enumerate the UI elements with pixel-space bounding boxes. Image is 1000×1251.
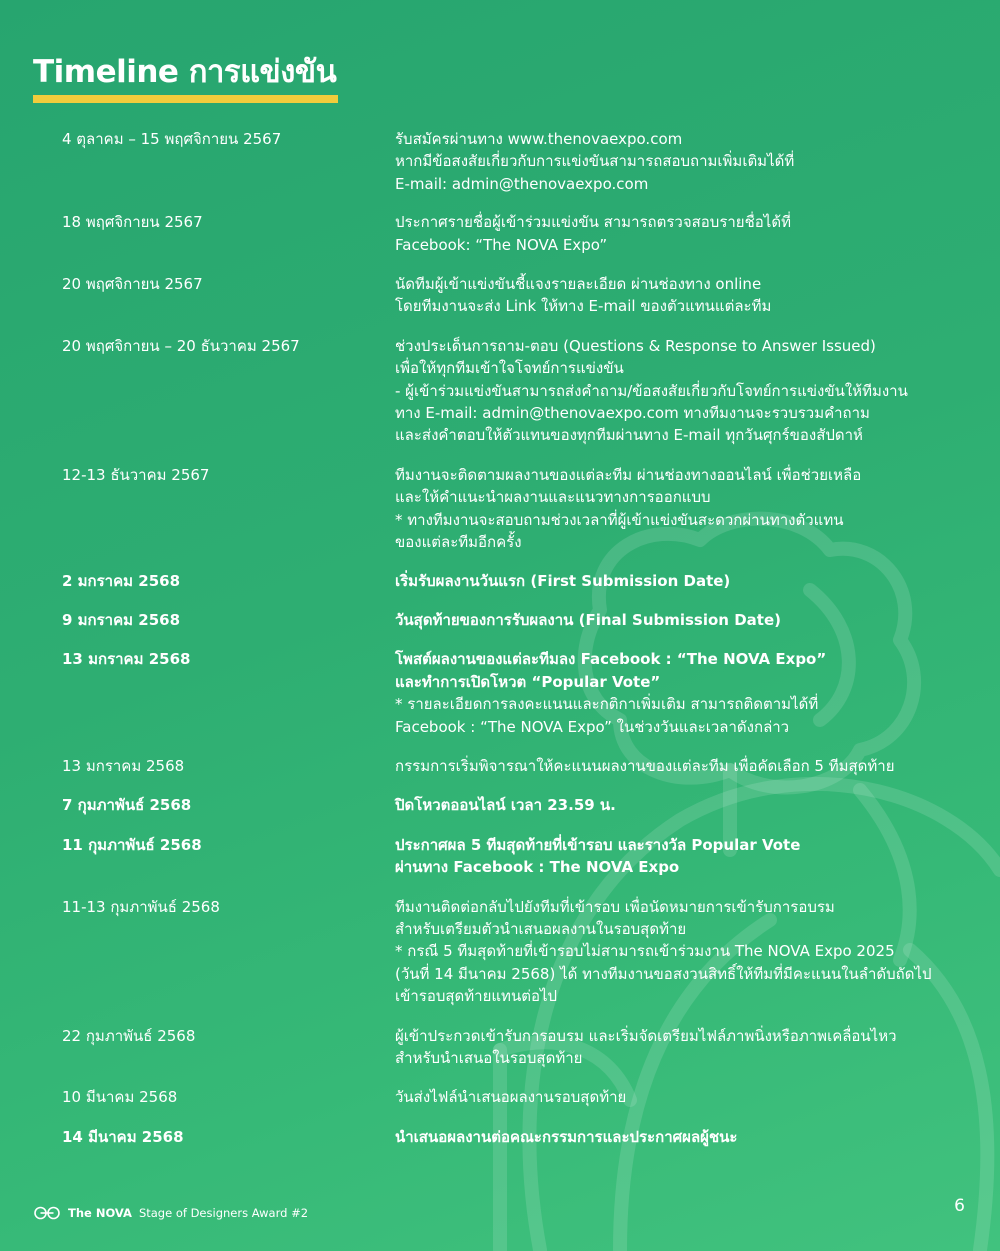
description-line: ช่วงประเด็นการถาม-ตอบ (Questions & Response to Answer Issued): [395, 336, 876, 355]
timeline-date: 22 กุมภาพันธ์ 2568: [62, 1026, 196, 1045]
timeline-date: 10 มีนาคม 2568: [62, 1088, 178, 1107]
description-line: - ผู้เข้าร่วมแข่งขันสามารถส่งคำถาม/ข้อสงสัยเกี่ยวกับโจทย์การแข่งขันให้ทีมงาน: [395, 381, 908, 400]
description-line: นัดทีมผู้เข้าแข่งขันชี้แจงรายละเอียด ผ่านช่องทาง online: [395, 275, 762, 294]
description-line: ปิดโหวตออนไลน์ เวลา 23.59 น.: [395, 796, 616, 815]
description-line: ผ่านทาง Facebook : The NOVA Expo: [395, 858, 680, 877]
timeline-row: [0, 128, 1000, 195]
timeline-description: [395, 211, 955, 256]
description-line: โพสต์ผลงานของแต่ละทีมลง Facebook : “The NOVA Expo”: [395, 650, 827, 669]
description-line: ทาง E-mail: admin@thenovaexpo.com ทางทีมงานจะรวบรวมคำถาม: [395, 404, 870, 423]
description-line: วันสุดท้ายของการรับผลงาน (Final Submission Date): [395, 610, 781, 629]
timeline-row: [0, 1086, 1000, 1108]
timeline-description: [395, 896, 955, 1008]
page-title-block: [33, 52, 338, 103]
timeline-row: [0, 896, 1000, 1008]
timeline-row: [0, 1126, 1000, 1148]
timeline-date: 20 พฤศจิกายน – 20 ธันวาคม 2567: [62, 336, 300, 355]
description-line: โดยทีมงานจะส่ง Link ให้ทาง E-mail ของตัวแทนแต่ละทีม: [395, 297, 772, 316]
page-number: 6: [954, 1196, 965, 1216]
timeline-date: 12-13 ธันวาคม 2567: [62, 465, 210, 484]
description-line: * รายละเอียดการลงคะแนนและกติกาเพิ่มเติม สามารถติดตามได้ที่: [395, 695, 819, 714]
timeline-row: [0, 335, 1000, 447]
timeline-description: [395, 570, 955, 592]
description-line: E-mail: admin@thenovaexpo.com: [395, 174, 649, 193]
description-line: วันส่งไฟล์นำเสนอผลงานรอบสุดท้าย: [395, 1088, 627, 1107]
timeline-date: 4 ตุลาคม – 15 พฤศจิกายน 2567: [62, 130, 282, 148]
description-line: สำหรับนำเสนอในรอบสุดท้าย: [395, 1049, 583, 1067]
description-line: ทีมงานจะติดตามผลงานของแต่ละทีม ผ่านช่องทางออนไลน์ เพื่อช่วยเหลือ: [395, 465, 862, 484]
timeline-date: 11 กุมภาพันธ์ 2568: [62, 835, 202, 854]
description-line: (วันที่ 14 มีนาคม 2568) ได้ ทางทีมงานขอสงวนสิทธิ์ให้ทีมที่มีคะแนนในลำดับถัดไป: [395, 964, 932, 983]
description-line: เพื่อให้ทุกทีมเข้าใจโจทย์การแข่งขัน: [395, 359, 624, 378]
description-line: และให้คำแนะนำผลงานและแนวทางการออกแบบ: [395, 488, 711, 507]
description-line: ประกาศรายชื่อผู้เข้าร่วมแข่งขัน สามารถตรวจสอบรายชื่อได้ที่: [395, 213, 791, 232]
description-line: ทีมงานติดต่อกลับไปยังทีมที่เข้ารอบ เพื่อนัดหมายการเข้ารับการอบรม: [395, 897, 835, 916]
footer-brand: The NOVA: [68, 1206, 132, 1220]
timeline-description: [395, 335, 955, 447]
timeline-row: [0, 609, 1000, 631]
timeline-date: 11-13 กุมภาพันธ์ 2568: [62, 897, 220, 916]
footer-tagline: Stage of Designers Award #2: [138, 1206, 309, 1220]
description-line: * กรณี 5 ทีมสุดท้ายที่เข้ารอบไม่สามารถเข้าร่วมงาน The NOVA Expo 2025: [395, 942, 895, 961]
timeline-date: 9 มกราคม 2568: [62, 610, 181, 629]
timeline-row: [0, 834, 1000, 879]
description-line: เข้ารอบสุดท้ายแทนต่อไป: [395, 987, 558, 1006]
timeline-date: 20 พฤศจิกายน 2567: [62, 275, 203, 294]
timeline-row: [0, 464, 1000, 554]
description-line: และทำการเปิดโหวต “Popular Vote”: [395, 672, 661, 691]
timeline-description: [395, 464, 955, 554]
timeline-row: [0, 1025, 1000, 1070]
timeline-description: [395, 609, 955, 631]
description-line: นำเสนอผลงานต่อคณะกรรมการและประกาศผลผู้ชนะ: [395, 1127, 738, 1146]
title-underline: [33, 95, 338, 103]
timeline-description: [395, 128, 955, 195]
timeline-row: [0, 755, 1000, 777]
timeline-description: [395, 755, 955, 777]
description-line: Facebook : “The NOVA Expo” ในช่วงวันและเวลาดังกล่าว: [395, 717, 790, 736]
timeline-description: [395, 834, 955, 879]
description-line: และส่งคำตอบให้ตัวแทนของทุกทีมผ่านทาง E-mail ทุกวันศุกร์ของสัปดาห์: [395, 426, 863, 445]
description-line: * ทางทีมงานจะสอบถามช่วงเวลาที่ผู้เข้าแข่งขันสะดวกผ่านทางตัวแทน: [395, 510, 844, 529]
description-line: กรรมการเริ่มพิจารณาให้คะแนนผลงานของแต่ละทีม เพื่อคัดเลือก 5 ทีมสุดท้าย: [395, 756, 895, 775]
timeline-description: [395, 1025, 955, 1070]
timeline-row: [0, 794, 1000, 816]
timeline-list: [0, 128, 1000, 1148]
description-line: ของแต่ละทีมอีกครั้ง: [395, 533, 522, 552]
timeline-description: [395, 1086, 955, 1108]
description-line: Facebook: “The NOVA Expo”: [395, 235, 608, 254]
timeline-date: 13 มกราคม 2568: [62, 650, 191, 669]
description-line: ผู้เข้าประกวดเข้ารับการอบรม และเริ่มจัดเตรียมไฟล์ภาพนิ่งหรือภาพเคลื่อนไหว: [395, 1026, 897, 1045]
timeline-date: 14 มีนาคม 2568: [62, 1127, 184, 1146]
timeline-row: [0, 211, 1000, 256]
timeline-description: [395, 1126, 955, 1148]
timeline-row: [0, 273, 1000, 318]
timeline-date: 18 พฤศจิกายน 2567: [62, 213, 203, 232]
timeline-description: [395, 794, 955, 816]
description-line: หากมีข้อสงสัยเกี่ยวกับการแข่งขันสามารถสอบถามเพิ่มเติมได้ที่: [395, 152, 795, 171]
timeline-date: 2 มกราคม 2568: [62, 571, 181, 590]
timeline-date: 7 กุมภาพันธ์ 2568: [62, 796, 192, 815]
timeline-row: [0, 570, 1000, 592]
timeline-row: [0, 648, 1000, 738]
timeline-description: [395, 648, 955, 738]
description-line: เริ่มรับผลงานวันแรก (First Submission Date): [395, 571, 731, 590]
nova-logo-icon: [33, 1206, 61, 1220]
timeline-date: 13 มกราคม 2568: [62, 756, 185, 775]
description-line: สำหรับเตรียมตัวนำเสนอผลงานในรอบสุดท้าย: [395, 919, 687, 938]
footer: [33, 1206, 308, 1220]
timeline-description: [395, 273, 955, 318]
description-line: ประกาศผล 5 ทีมสุดท้ายที่เข้ารอบ และรางวัล Popular Vote: [395, 835, 801, 854]
description-line: รับสมัครผ่านทาง www.thenovaexpo.com: [395, 130, 683, 148]
page-title: Timeline การแข่งขัน: [33, 54, 337, 90]
